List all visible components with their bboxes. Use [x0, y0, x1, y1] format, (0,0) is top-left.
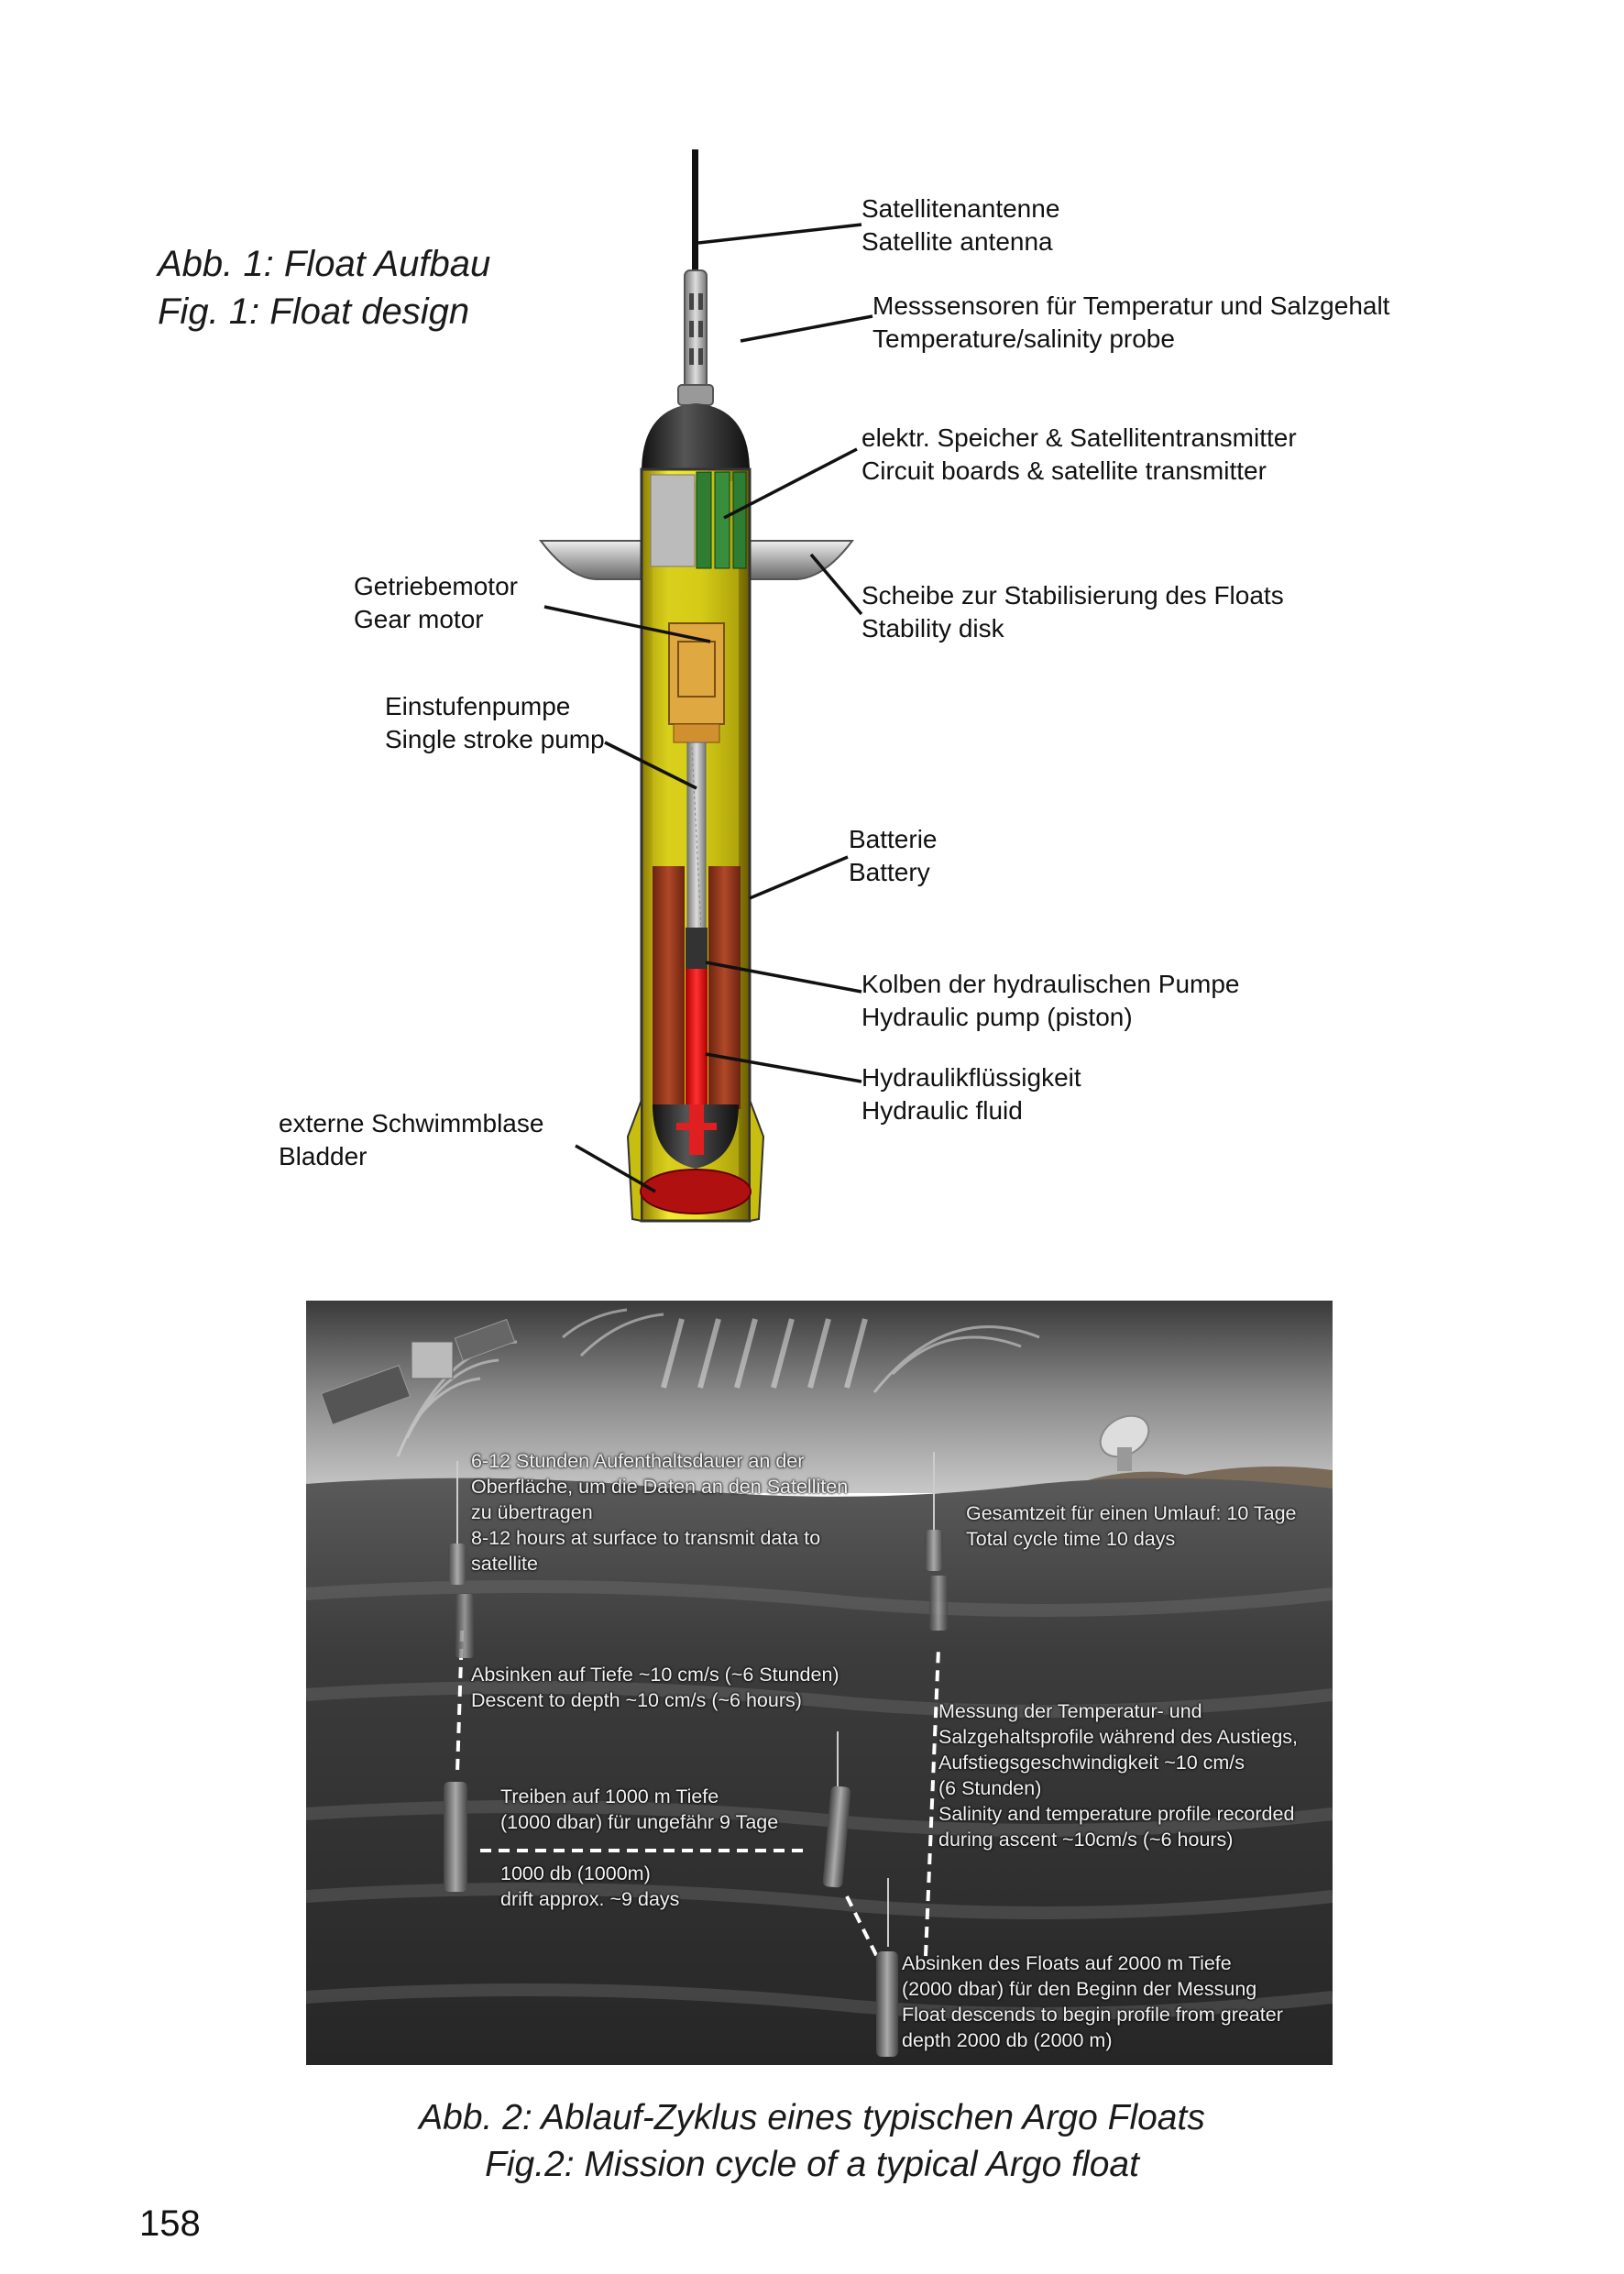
antenna-wire — [692, 149, 698, 273]
label-sensors-en: Temperature/salinity probe — [872, 324, 1175, 353]
label-battery-en: Battery — [849, 858, 930, 886]
label-battery-de: Batterie — [849, 825, 938, 853]
fig2-surface-l2: Oberfläche, um die Daten an den Satelliten — [471, 1476, 849, 1498]
label-bladder-en: Bladder — [279, 1142, 368, 1170]
label-bladder-de: externe Schwimmblase — [279, 1109, 544, 1137]
label-disk-de: Scheibe zur Stabilisierung des Floats — [861, 581, 1284, 610]
label-bladder — [279, 1107, 543, 1173]
fig2-label-cycle — [966, 1500, 1297, 1552]
fig2-measure-l5: Salinity and temperature profile recorded — [938, 1803, 1295, 1825]
fig2-label-surface — [471, 1448, 848, 1576]
label-disk — [861, 579, 1284, 645]
fig2-surface-l3: zu übertragen — [471, 1501, 593, 1523]
label-sensors-de: Messsensoren für Temperatur und Salzgehalt — [872, 291, 1390, 320]
fig2-cycle-l2: Total cycle time 10 days — [966, 1528, 1176, 1550]
fig2-measure-l4: (6 Stunden) — [938, 1777, 1042, 1799]
label-pump-de: Einstufenpumpe — [385, 692, 571, 720]
fig2-label-drift-de — [500, 1784, 778, 1835]
label-pump-en: Single stroke pump — [385, 725, 605, 753]
fig2-measure-l6: during ascent ~10cm/s (~6 hours) — [938, 1829, 1234, 1851]
label-fluid-en: Hydraulic fluid — [861, 1096, 1023, 1125]
fig2-caption — [0, 2094, 1624, 2188]
fig2-surface-l1: 6-12 Stunden Aufenthaltsdauer an der — [471, 1450, 805, 1472]
fig2-deep-l3: Float descends to begin profile from greater — [902, 2004, 1283, 2026]
pump-rod — [687, 742, 706, 935]
piston — [686, 928, 708, 969]
fig2-drift-en-l2: drift approx. ~9 days — [500, 1888, 680, 1910]
label-fluid-de: Hydraulikflüssigkeit — [861, 1063, 1081, 1092]
battery-right — [708, 866, 741, 1109]
bladder — [641, 1170, 751, 1214]
label-piston-de: Kolben der hydraulischen Pumpe — [861, 970, 1240, 998]
fig1-title-de: Abb. 1: Float Aufbau — [158, 244, 491, 284]
fig1-title-en: Fig. 1: Float design — [158, 291, 470, 332]
label-antenna-en: Satellite antenna — [861, 227, 1053, 256]
label-battery — [849, 823, 938, 889]
fig2-cycle-l1: Gesamtzeit für einen Umlauf: 10 Tage — [966, 1502, 1297, 1524]
fig2-drift-de-l2: (1000 dbar) für ungefähr 9 Tage — [500, 1811, 779, 1833]
label-antenna-de: Satellitenantenne — [861, 194, 1060, 223]
fig2-label-descent — [471, 1662, 839, 1713]
label-disk-en: Stability disk — [861, 614, 1004, 643]
label-sensors — [872, 290, 1389, 356]
fig2-drift-de-l1: Treiben auf 1000 m Tiefe — [500, 1785, 719, 1807]
fig2-deep-l4: depth 2000 db (2000 m) — [902, 2029, 1113, 2051]
label-fluid — [861, 1061, 1081, 1127]
leader-antenna — [698, 225, 861, 243]
label-circuit-de: elektr. Speicher & Satellitentransmitter — [861, 423, 1297, 452]
fig2-deep-l2: (2000 dbar) für den Beginn der Messung — [902, 1978, 1257, 2000]
leader-sensors — [741, 316, 872, 341]
fig2-measure-l3: Aufstiegsgeschwindigkeit ~10 cm/s — [938, 1752, 1245, 1774]
circuit-board-2 — [715, 472, 730, 568]
fig2-caption-en: Fig.2: Mission cycle of a typical Argo float — [485, 2145, 1139, 2184]
fig2-measure-l2: Salzgehaltsprofile während des Austiegs, — [938, 1726, 1299, 1748]
fig2-deep-l1: Absinken des Floats auf 2000 m Tiefe — [902, 1952, 1232, 1974]
fig2-surface-l4: 8-12 hours at surface to transmit data to — [471, 1527, 821, 1549]
fig2-label-drift-en — [500, 1861, 679, 1912]
label-gear — [354, 570, 518, 636]
label-piston — [861, 968, 1239, 1034]
fig2-surface-l5: satellite — [471, 1553, 538, 1575]
label-piston-en: Hydraulic pump (piston) — [861, 1003, 1133, 1031]
fig2-drift-en-l1: 1000 db (1000m) — [500, 1862, 651, 1884]
fig2-descent-l2: Descent to depth ~10 cm/s (~6 hours) — [471, 1689, 802, 1711]
circuit-board-3 — [733, 472, 746, 568]
circuit-board-1 — [697, 472, 711, 568]
hydraulic-fluid — [686, 969, 708, 1106]
page-number: 158 — [139, 2203, 201, 2244]
fig2-label-measure — [938, 1698, 1298, 1852]
label-gear-de: Getriebemotor — [354, 572, 518, 600]
label-antenna — [861, 192, 1059, 258]
label-circuit-en: Circuit boards & satellite transmitter — [861, 456, 1267, 485]
fig2-label-deep — [902, 1950, 1283, 2053]
battery-left — [653, 866, 685, 1109]
label-gear-en: Gear motor — [354, 605, 484, 633]
fig2-measure-l1: Messung der Temperatur- und — [938, 1700, 1202, 1722]
leader-battery — [750, 857, 848, 898]
fig2-caption-de: Abb. 2: Ablauf-Zyklus eines typischen Argo Floats — [419, 2098, 1205, 2137]
dome-cap — [642, 403, 750, 472]
label-circuit — [861, 422, 1297, 488]
label-pump — [385, 690, 605, 756]
sensor-probe — [685, 270, 707, 390]
fig2-descent-l1: Absinken auf Tiefe ~10 cm/s (~6 Stunden) — [471, 1664, 839, 1686]
circuit-board-foam — [651, 475, 695, 566]
leader-disk — [811, 555, 861, 614]
float-drift — [444, 1782, 467, 1892]
